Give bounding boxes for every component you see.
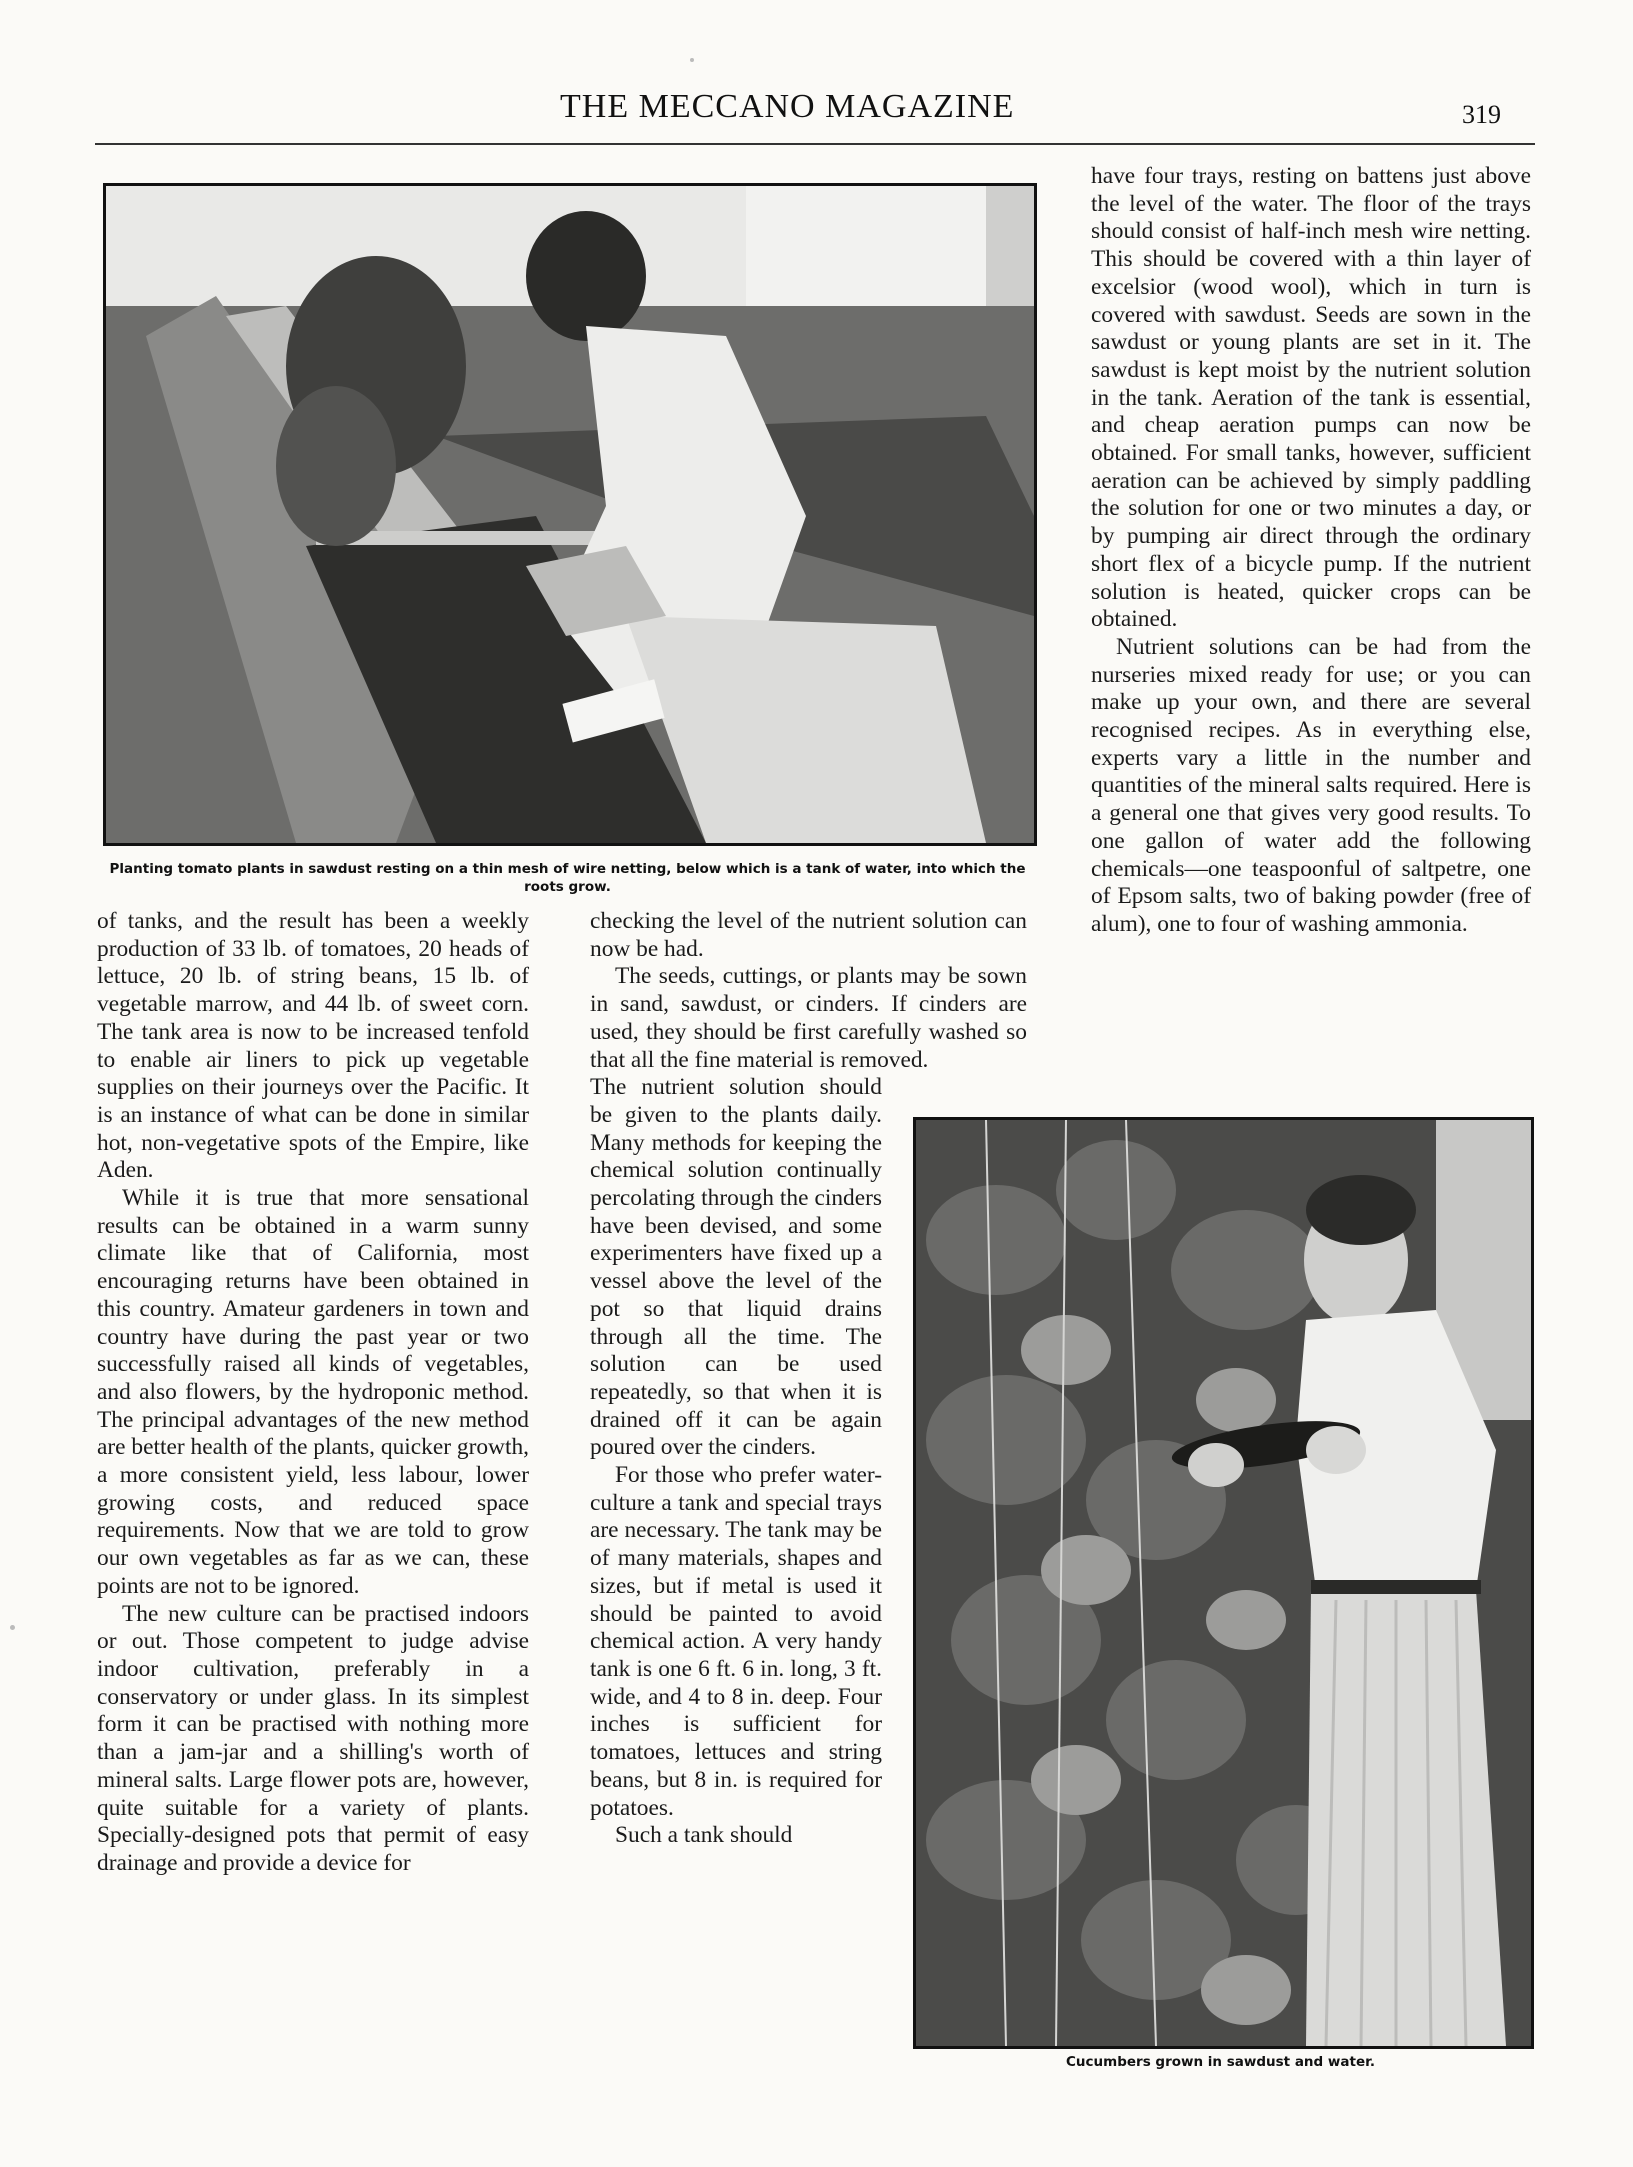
header-rule: [95, 143, 1535, 145]
paragraph: While it is true that more sensational results can be obtained in a warm sunny climate like that of California, most encouraging returns have been obtained in this country. Amateur gardeners in town and country have during the past year or two successfully raised all kinds of vegetables, and also flowers, by the hydroponic method. The principal advantages of the new method are better health of the plants, quicker growth, a more consistent yield, less labour, lower growing costs, and reduced space requirements. Now that we are told to grow our own vegetables as far as we can, these points are not to be ignored.: [97, 1185, 529, 1599]
tomato-photo-caption: Planting tomato plants in sawdust resting on a thin mesh of wire netting, below which is a tank of water, into which the roots grow.: [109, 861, 1026, 895]
paragraph: Such a tank should: [615, 1822, 793, 1849]
tomato-planting-photo: [103, 183, 1037, 846]
page-number: 319: [1462, 100, 1501, 129]
paragraph: The seeds, cuttings, or plants may be sown in sand, sawdust, or cinders. If cinders are used, they should be first carefully washed so that all the fine material is removed.: [590, 963, 1027, 1073]
paragraph: The nutrient solution should be given to the plants daily. Many methods for keeping the chemical solution continually percolating through the cinders have been devised, and some experimenters have fixed up a vessel above the level of the pot so that liquid drains through all the time. The solution can be used repeatedly, so that when it is drained off it can be again poured over the cinders.: [590, 1074, 882, 1461]
paragraph: The new culture can be practised indoors or out. Those competent to judge advise indoor cultivation, preferably in a conservatory or under glass. In its simplest form it can be practised with nothing more than a jam-jar and a shilling's worth of mineral salts. Large flower pots are, however, quite suitable for a variety of plants. Specially-designed pots that permit of easy drainage and provide a device for: [97, 1600, 529, 1876]
cucumber-photo-caption: Cucumbers grown in sawdust and water.: [1066, 2054, 1375, 2070]
paragraph: Nutrient solutions can be had from the nurseries mixed ready for use; or you can make up your own, and there are several recognised recipes. As in everything else, experts vary a little in the number and quantities of the mineral salts required. Here is a general one that gives very good results. To one gallon of water add the following chemicals—one teaspoonful of saltpetre, one of Epsom salts, two of baking powder (free of alum), one to four of washing ammonia.: [1091, 633, 1531, 937]
print-speck: [10, 1625, 15, 1630]
text-column-1: [97, 908, 529, 1878]
print-speck: [690, 58, 694, 62]
paragraph: have four trays, resting on battens just above the level of the water. The floor of the trays should consist of half-inch mesh wire netting. This should be covered with a thin layer of excelsior (wood wool), which in turn is covered with sawdust. Seeds are sown in the sawdust or young plants are set in it. The sawdust is kept moist by the nutrient solution in the tank. Aeration of the tank is essential, and cheap aeration pumps can now be obtained. For small tanks, however, sufficient aeration can be achieved by simply paddling the solution for one or two minutes a day, or by pumping air direct through the ordinary short flex of a bicycle pump. If the nutrient solution is heated, quicker crops can be obtained.: [1091, 163, 1531, 633]
paragraph: For those who prefer water-culture a tank and special trays are necessary. The tank may be of many materials, shapes and sizes, but if metal is used it should be painted to avoid chemical action. A very handy tank is one 6 ft. 6 in. long, 3 ft. wide, and 4 to 8 in. deep. Four inches is sufficient for tomatoes, lettuces and string beans, but 8 in. is required for potatoes.: [590, 1462, 882, 1821]
paragraph: of tanks, and the result has been a weekly production of 33 lb. of tomatoes, 20 heads of lettuce, 20 lb. of string beans, 15 lb. of vegetable marrow, and 44 lb. of sweet corn. The tank area is now to be increased tenfold to enable air liners to pick up vegetable supplies on their journeys over the Pacific. It is an instance of what can be done in similar hot, non-vegetative spots of the Empire, like Aden.: [97, 908, 529, 1184]
paragraph: checking the level of the nutrient solution can now be had.: [590, 908, 1027, 962]
narrow-text-block: [590, 1074, 882, 1850]
cucumber-photo: [913, 1117, 1534, 2049]
magazine-title: THE MECCANO MAGAZINE: [560, 88, 1015, 125]
text-column-3: [1091, 163, 1531, 939]
